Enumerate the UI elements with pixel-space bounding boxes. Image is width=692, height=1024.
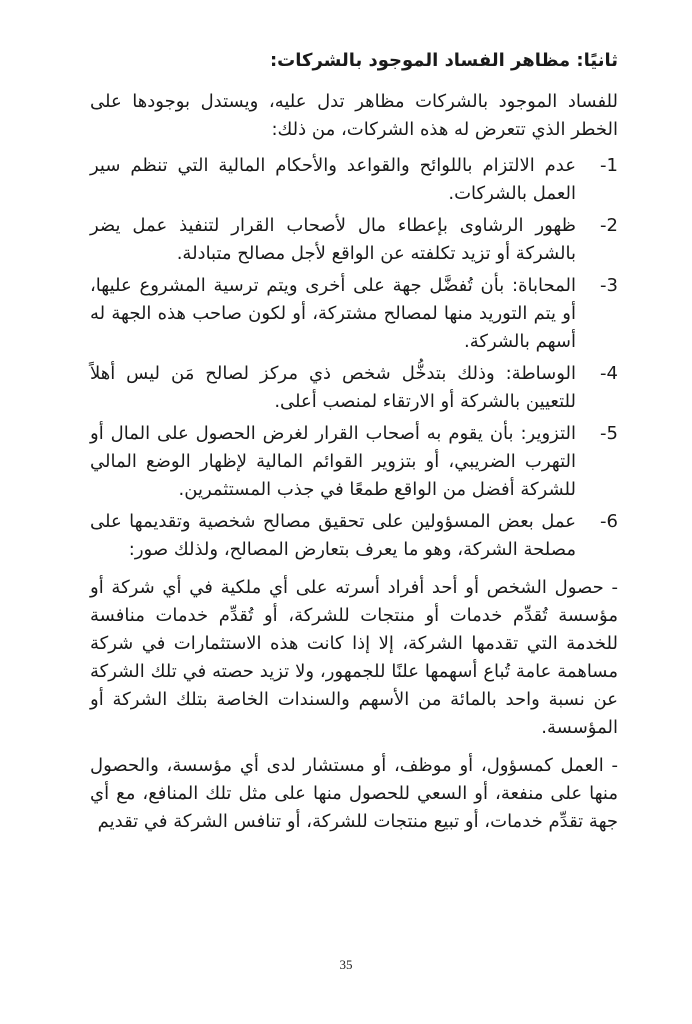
list-item-text: عمل بعض المسؤولين على تحقيق مصالح شخصية وتقديمها على مصلحة الشركة، وهو ما يعرف بتعارض المصالح، ولذلك صور: xyxy=(90,511,576,560)
list-item-number: -6 xyxy=(600,511,618,532)
list-item-number: -4 xyxy=(600,363,618,384)
list-item-number: -2 xyxy=(600,215,618,236)
list-item-text: الوساطة: وذلك بتدخُّل شخص ذي مركز لصالح مَن ليس أهلاً للتعيين بالشركة أو الارتقاء لمنصب أعلى. xyxy=(90,363,576,412)
list-item-text: ظهور الرشاوى بإعطاء مال لأصحاب القرار لتنفيذ عمل يضر بالشركة أو تزيد تكلفته عن الواقع لأجل مصالح متبادلة. xyxy=(90,215,576,264)
list-item xyxy=(90,212,618,268)
section-heading: ثانيًا: مظاهر الفساد الموجود بالشركات: xyxy=(269,50,618,71)
list-item xyxy=(90,508,618,564)
body-paragraph: - العمل كمسؤول، أو موظف، أو مستشار لدى أي مؤسسة، والحصول منها على منفعة، أو السعي للحصول منها على مثل تلك المنافع، مع أي جهة تقدِّم خدمات، أو تبيع منتجات للشركة، أو تنافس الشركة في تقديم xyxy=(90,755,618,832)
list-item-number: -5 xyxy=(600,423,618,444)
list-item-text: التزوير: بأن يقوم به أصحاب القرار لغرض الحصول على المال أو التهرب الضريبي، أو بتزوير القوائم المالية لإظهار الوضع المالي للشركة أفضل من الواقع طمعًا في جذب المستثمرين. xyxy=(90,423,576,500)
list-item xyxy=(90,272,618,356)
page-number: 35 xyxy=(339,957,353,972)
page-body xyxy=(90,48,618,836)
list-item-text: المحاباة: بأن تُفضَّل جهة على أخرى ويتم ترسية المشروع عليها، أو يتم التوريد منها لمصالح مشتركة، أو لكون صاحب هذه الجهة له أسهم بالشركة. xyxy=(90,275,576,352)
list-item-number: -3 xyxy=(600,275,618,296)
list-item xyxy=(90,152,618,208)
list-item xyxy=(90,360,618,416)
list-item-text: عدم الالتزام باللوائح والقواعد والأحكام المالية التي تنظم سير العمل بالشركات. xyxy=(90,155,576,204)
list-item-number: -1 xyxy=(600,155,618,176)
body-paragraph: - حصول الشخص أو أحد أفراد أسرته على أي ملكية في أي شركة أو مؤسسة تُقدِّم خدمات أو منتجات للشركة، أو تُقدِّم خدمات منافسة للخدمة التي تقدمها الشركة، إلا إذا كانت هذه الاستثمارات في شركة مساهمة عامة تُباع أسهمها علنًا للجمهور، ولا تزيد حصته في تلك الشركة عن نسبة واحد بالمائة من الأسهم والسندات الخاصة بتلك الشركة أو المؤسسة. xyxy=(90,577,618,738)
intro-paragraph: للفساد الموجود بالشركات مظاهر تدل عليه، ويستدل بوجودها على الخطر الذي تتعرض له هذه الشركات، من ذلك: xyxy=(90,91,618,140)
list-item xyxy=(90,420,618,504)
